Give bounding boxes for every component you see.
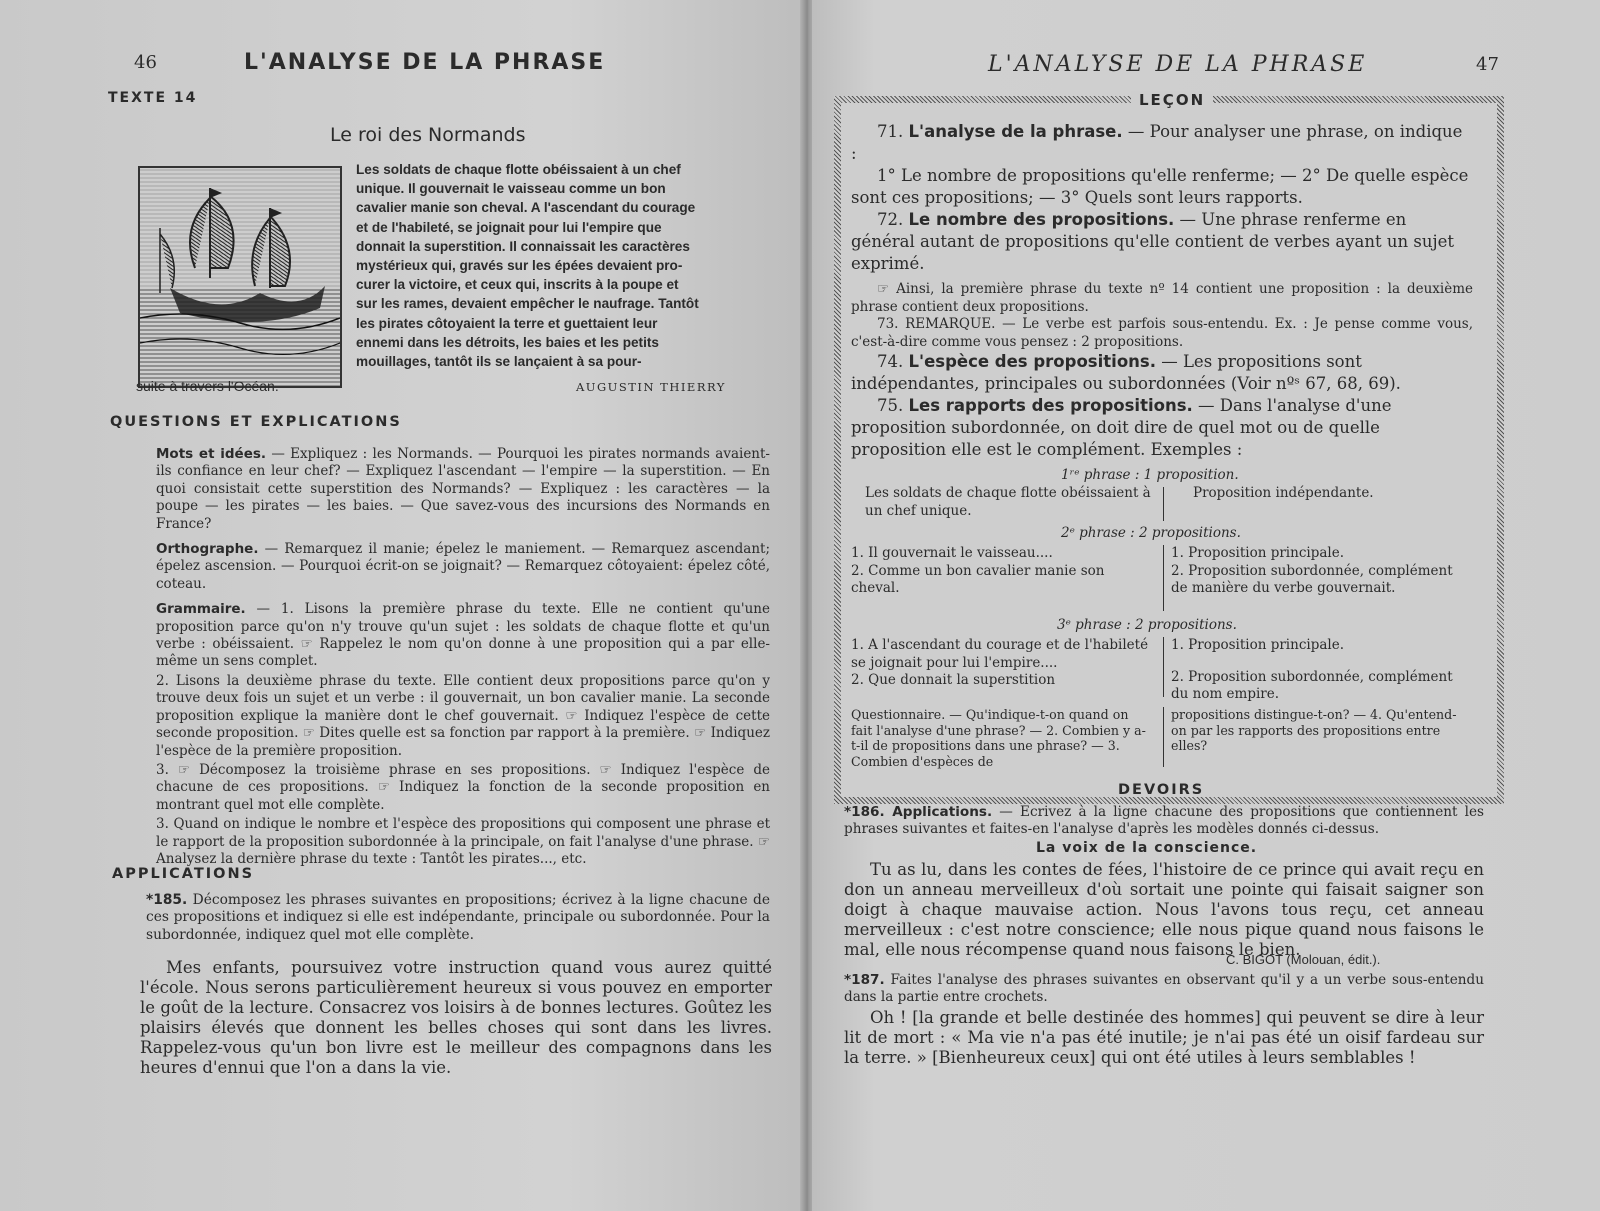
reading-line: ennemi dans les détroits, les baies et les petits bbox=[356, 334, 659, 350]
questionnaire-left: Questionnaire. — Qu'indique-t-on quand on fait l'analyse d'une phrase? — 2. Combien y a-t-il de propositions dans une phrase? — 3. Combien d'espèces de bbox=[851, 707, 1146, 769]
reading-last-line: suite à travers l'Océan. bbox=[136, 378, 279, 394]
exercise-185-number: *185. bbox=[146, 892, 188, 908]
column-divider bbox=[1163, 707, 1164, 767]
exercise-186-text: — Ecrivez à la ligne chacune des propositions que contiennent les phrases suivantes et faites-en l'analyse d'après les modèles donnés ci-dessus. bbox=[844, 804, 1485, 838]
p72-num: 72. bbox=[877, 210, 904, 229]
reading-line: et de l'habileté, se joignait pour lui l'empire que bbox=[356, 219, 662, 235]
reading-text bbox=[356, 160, 772, 371]
lecon-notes bbox=[851, 281, 1473, 351]
lecon-text-2 bbox=[851, 351, 1473, 461]
column-divider bbox=[1163, 487, 1164, 521]
example-3-left-1: 1. A l'ascendant du courage et de l'habileté se joignait pour lui l'empire.... bbox=[851, 637, 1149, 671]
example-2-right-1: 1. Proposition principale. bbox=[1171, 545, 1344, 561]
questions-heading: QUESTIONS ET EXPLICATIONS bbox=[110, 414, 402, 430]
p73-remark: 73. REMARQUE. — Le verbe est parfois sous-entendu. Ex. : Je pense comme vous, c'est-à-dire comme vous pensez : 2 propositions. bbox=[851, 316, 1473, 350]
reading-line: mouillages, tantôt ils se lançaient à sa pour- bbox=[356, 354, 642, 370]
page-number: 46 bbox=[134, 52, 157, 73]
devoirs-heading: DEVOIRS bbox=[1118, 782, 1205, 798]
reading-line: les pirates côtoyaient la terre et guettaient leur bbox=[356, 315, 658, 331]
mots-label: Mots et idées. bbox=[156, 446, 267, 462]
devoirs-subtitle: La voix de la conscience. bbox=[1036, 840, 1258, 856]
exercise-186 bbox=[844, 804, 1484, 839]
exercise-186-number: *186. Applications. bbox=[844, 804, 993, 820]
lecon-inner bbox=[841, 91, 1497, 797]
example-2-heading: 2ᵉ phrase : 2 propositions. bbox=[1061, 525, 1241, 541]
reading-line: mystérieux qui, gravés sur les épées devaient pro- bbox=[356, 258, 683, 274]
gram-point-3b: 3. Quand on indique le nombre et l'espèce des propositions qui composent une phrase et le rapport de la proposition subordonnée à la principale, on fait l'analyse d'une phrase. ☞ Analysez la dernière phrase du texte : Tantôt les pirates..., etc. bbox=[156, 816, 770, 867]
p75-heading: Les rapports des propositions. bbox=[908, 396, 1193, 415]
p75-text: — Dans l'analyse d'une proposition subordonnée, on doit dire de quel mot ou de quelle proposition elle est le complément. Exemples : bbox=[851, 396, 1392, 459]
reading-line: Les soldats de chaque flotte obéissaient à un chef bbox=[356, 162, 681, 177]
applications-heading: APPLICATIONS bbox=[112, 866, 255, 882]
questionnaire-right: propositions distingue-t-on? — 4. Qu'entend-on par les rapports des propositions entre elles? bbox=[1171, 707, 1457, 753]
reading-line: cavalier manie son cheval. A l'ascendant du courage bbox=[356, 200, 696, 216]
devoirs-paragraph: Tu as lu, dans les contes de fées, l'histoire de ce prince qui avait reçu en don un anneau merveilleux d'où sortait une pointe qui faisait saigner son doigt à chaque mauvaise action. Nous l'avons tous reçu, cet anneau merveilleux : c'est notre conscience; elle nous pique quand nous faisons le mal, elle nous récompense quand nous faisons le bien. bbox=[844, 860, 1484, 959]
exercise-187 bbox=[844, 972, 1484, 1007]
p75-num: 75. bbox=[877, 396, 904, 415]
p71-heading: L'analyse de la phrase. bbox=[908, 122, 1123, 141]
exercise-187-number: *187. bbox=[844, 972, 885, 988]
devoirs-final: Oh ! [la grande et belle destinée des hommes] qui peuvent se dire à leur lit de mort : « Ma vie n'a pas été inutile; je n'ai pas été un oisif fardeau sur la terre. » [Bienheureux ceux] qui ont été utiles à leurs semblables ! bbox=[844, 1008, 1484, 1067]
ship-engraving-icon bbox=[138, 166, 342, 388]
example-3-left-2: 2. Que donnait la superstition bbox=[851, 672, 1056, 689]
example-3-right-2: 2. Proposition subordonnée, complément du nom empire. bbox=[1171, 668, 1453, 703]
reading-line: sur les rames, devaient empêcher le naufrage. Tantôt bbox=[356, 296, 699, 312]
gram-point-3a: 3. ☞ Décomposez la troisième phrase en ses propositions. ☞ Indiquez l'espèce de chacune de ces propositions. ☞ Indiquez la fonction de la seconde proposition en montrant quel mot elle complète. bbox=[156, 761, 770, 813]
column-divider bbox=[1163, 637, 1164, 697]
running-head: L'ANALYSE DE LA PHRASE bbox=[988, 52, 1368, 77]
p74-num: 74. bbox=[877, 352, 904, 371]
reading-line: curer la victoire, et ceux qui, inscrits à la poupe et bbox=[356, 277, 679, 293]
example-2-left bbox=[851, 545, 1151, 598]
p71-list: 1° Le nombre de propositions qu'elle renferme; — 2° De quelle espèce sont ces propositions; — 3° Quels sont leurs rapports. bbox=[851, 166, 1469, 207]
gram-label: Grammaire. bbox=[156, 601, 246, 618]
ortho-text: — Remarquez il manie; épelez le maniement. — Remarquez ascendant; épelez ascension. — Pourquoi écrit-on se joignait? — Remarquez côtoyaient: épelez côté, coteau. bbox=[156, 541, 770, 592]
example-2-left-1: 1. Il gouvernait le vaisseau.... bbox=[851, 545, 1053, 561]
exercise-187-text: Faites l'analyse des phrases suivantes en observant qu'il y a un verbe sous-entendu dans la partie entre crochets. bbox=[844, 972, 1484, 1006]
page-number: 47 bbox=[1476, 54, 1499, 75]
example-2-right-2: 2. Proposition subordonnée, complément de manière du verbe gouvernait. bbox=[1171, 562, 1453, 597]
p74-text: — Les propositions sont indépendantes, principales ou subordonnées (Voir nºˢ 67, 68, 69). bbox=[851, 352, 1401, 393]
example-1-left: Les soldats de chaque flotte obéissaient à un chef unique. bbox=[865, 485, 1151, 519]
p71-num: 71. bbox=[877, 122, 904, 141]
text-label: TEXTE 14 bbox=[108, 90, 198, 106]
example-3-left bbox=[851, 637, 1151, 690]
reading-line: donnait la superstition. Il connaissait les caractères bbox=[356, 238, 690, 254]
reading-author: AUGUSTIN THIERRY bbox=[576, 380, 726, 394]
example-3-right-1: 1. Proposition principale. bbox=[1171, 637, 1344, 653]
reading-title: Le roi des Normands bbox=[330, 124, 526, 146]
gram-point-2: 2. Lisons la deuxième phrase du texte. Elle contient deux propositions parce qu'on y trouve deux fois un sujet et un verbe : il gouvernait, un bon cavalier manie. La seconde proposition explique la manière dont le chef gouvernait. ☞ Indiquez l'espèce de cette seconde proposition. ☞ Dites quelle est sa fonction par rapport à la première. ☞ Indiquez l'espèce de la première proposition. bbox=[156, 672, 770, 759]
right-page bbox=[812, 0, 1600, 1211]
ainsi-note: ☞ Ainsi, la première phrase du texte nº 14 contient une proposition : la deuxième phrase contient deux propositions. bbox=[851, 281, 1473, 315]
ortho-label: Orthographe. bbox=[156, 541, 259, 558]
gram-text: — 1. Lisons la première phrase du texte. Elle ne contient qu'une proposition parce qu'on n'y trouve qu'un sujet : les soldats de chaque flotte et qu'un verbe : obéissaient. ☞ Rappelez le nom qu'on donne à une proposition qui a par elle-même un sens complet. bbox=[156, 601, 770, 670]
example-1-right: Proposition indépendante. bbox=[1193, 485, 1374, 501]
questions-block bbox=[156, 446, 770, 868]
lecon-title: LEÇON bbox=[1131, 91, 1213, 109]
example-3-right bbox=[1171, 637, 1467, 704]
column-divider bbox=[1163, 545, 1164, 611]
example-2-right bbox=[1171, 545, 1467, 598]
example-1-heading: 1ʳᵉ phrase : 1 proposition. bbox=[1061, 467, 1239, 483]
devoirs-credit: C. BIGOT (Molouan, édit.). bbox=[1226, 952, 1381, 967]
example-2-left-2: 2. Comme un bon cavalier manie son cheval. bbox=[851, 562, 1105, 597]
running-head: L'ANALYSE DE LA PHRASE bbox=[244, 50, 606, 75]
exercise-185 bbox=[146, 892, 770, 944]
applications-paragraph: Mes enfants, poursuivez votre instruction quand vous aurez quitté l'école. Nous serons particulièrement heureux si vous pouvez en emporter le goût de la lecture. Consacrez vos loisirs à de bonnes lectures. Goûtez les plaisirs élevés que donnent les belles choses qui sont dans les livres. Rappelez-vous qu'un bon livre est le meilleur des compagnons dans les heures d'ennui que l'on a dans la vie. bbox=[140, 958, 772, 1077]
p72-heading: Le nombre des propositions. bbox=[908, 210, 1175, 229]
example-3-heading: 3ᵉ phrase : 2 propositions. bbox=[1057, 617, 1237, 633]
mots-text: — Expliquez : les Normands. — Pourquoi les pirates normands avaient-ils confiance en leur chef? — Expliquez l'ascendant — l'empire — la superstition. — En quoi consistait cette superstition des Normands? — Expliquez : les caractères — la poupe — les pirates — les baies. — Que savez-vous des incursions des Normands en France? bbox=[156, 446, 770, 532]
lecon-text bbox=[851, 121, 1473, 275]
lecon-box bbox=[834, 91, 1504, 804]
exercise-185-text: Décomposez les phrases suivantes en propositions; écrivez à la ligne chacune de ces propositions et indiquez si elle est indépendante, principale ou subordonnée. Pour la subordonnée, indiquez quel mot elle complète. bbox=[146, 892, 770, 943]
reading-line: unique. Il gouvernait le vaisseau comme un bon bbox=[356, 181, 666, 197]
p72-text: — Une phrase renferme en général autant de propositions qu'elle contient de verbes ayant un sujet exprimé. bbox=[851, 210, 1454, 273]
p71-text: — Pour analyser une phrase, on indique : bbox=[851, 122, 1463, 163]
p74-heading: L'espèce des propositions. bbox=[908, 352, 1156, 371]
